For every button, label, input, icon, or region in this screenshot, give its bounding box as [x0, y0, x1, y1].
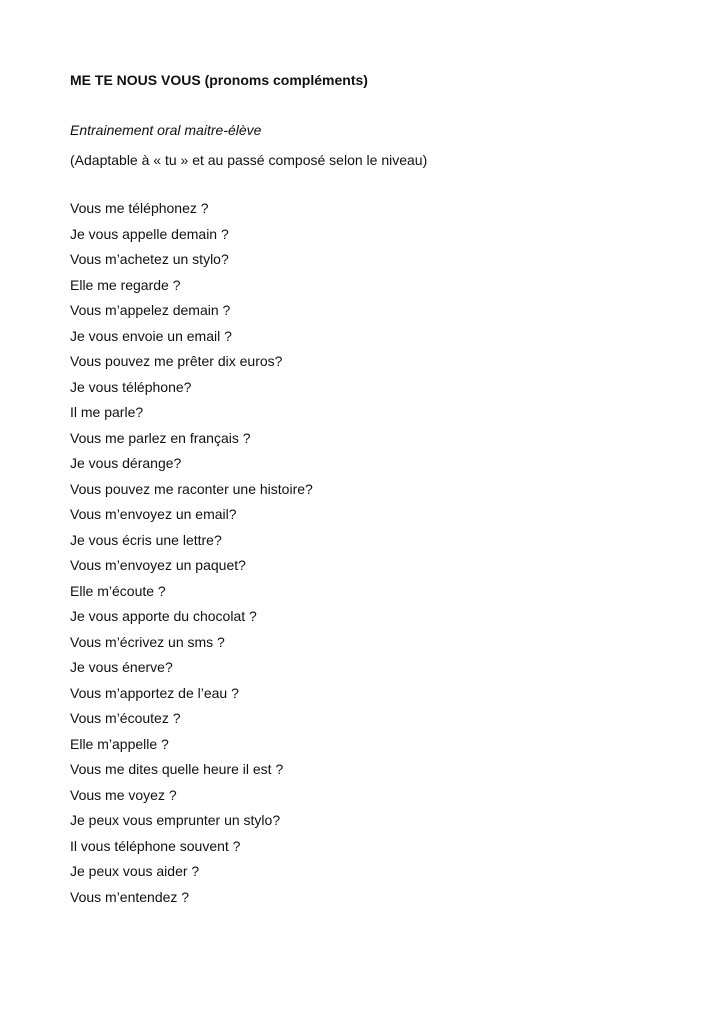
sentence-item: Vous m’appelez demain ?: [70, 302, 231, 318]
document-title: ME TE NOUS VOUS (pronoms compléments): [70, 72, 368, 88]
sentence-item: Je vous dérange?: [70, 455, 182, 471]
sentence-item: Elle m’appelle ?: [70, 735, 169, 752]
sentence-item: Je vous apporte du chocolat ?: [70, 608, 257, 624]
sentence-item: Vous me téléphonez ?: [70, 200, 209, 216]
sentence-item: Vous m’achetez un stylo?: [70, 251, 229, 267]
sentence-list: [70, 199, 670, 913]
document-subtitle: Entrainement oral maitre-élève: [70, 122, 262, 138]
sentence-item: Je vous appelle demain ?: [70, 225, 229, 242]
sentence-item: Vous me parlez en français ?: [70, 429, 251, 446]
sentence-item: Vous pouvez me raconter une histoire?: [70, 480, 313, 497]
sentence-item: Vous m’apportez de l’eau ?: [70, 684, 239, 701]
sentence-item: Vous me voyez ?: [70, 786, 177, 803]
sentence-item: Vous m’écrivez un sms ?: [70, 633, 225, 650]
sentence-item: Vous m’envoyez un email?: [70, 506, 237, 522]
sentence-item: Vous m’écoutez ?: [70, 710, 181, 726]
adaptation-note: (Adaptable à « tu » et au passé composé selon le niveau): [70, 152, 428, 168]
sentence-item: Vous m’envoyez un paquet?: [70, 557, 246, 573]
sentence-item: Il vous téléphone souvent ?: [70, 837, 241, 854]
sentence-item: Vous pouvez me prêter dix euros?: [70, 353, 283, 369]
sentence-item: Je peux vous aider ?: [70, 863, 200, 879]
sentence-item: Je vous énerve?: [70, 659, 173, 675]
sentence-item: Elle m’écoute ?: [70, 582, 166, 599]
sentence-item: Vous m’entendez ?: [70, 888, 190, 905]
sentence-item: Elle me regarde ?: [70, 276, 181, 293]
sentence-item: Je vous envoie un email ?: [70, 327, 232, 344]
sentence-item: Vous me dites quelle heure il est ?: [70, 761, 284, 777]
sentence-item: Il me parle?: [70, 404, 144, 420]
sentence-item: Je peux vous emprunter un stylo?: [70, 812, 281, 828]
document-content: [70, 71, 670, 913]
sentence-item: Je vous téléphone?: [70, 378, 192, 395]
sentence-item: Je vous écris une lettre?: [70, 531, 222, 548]
